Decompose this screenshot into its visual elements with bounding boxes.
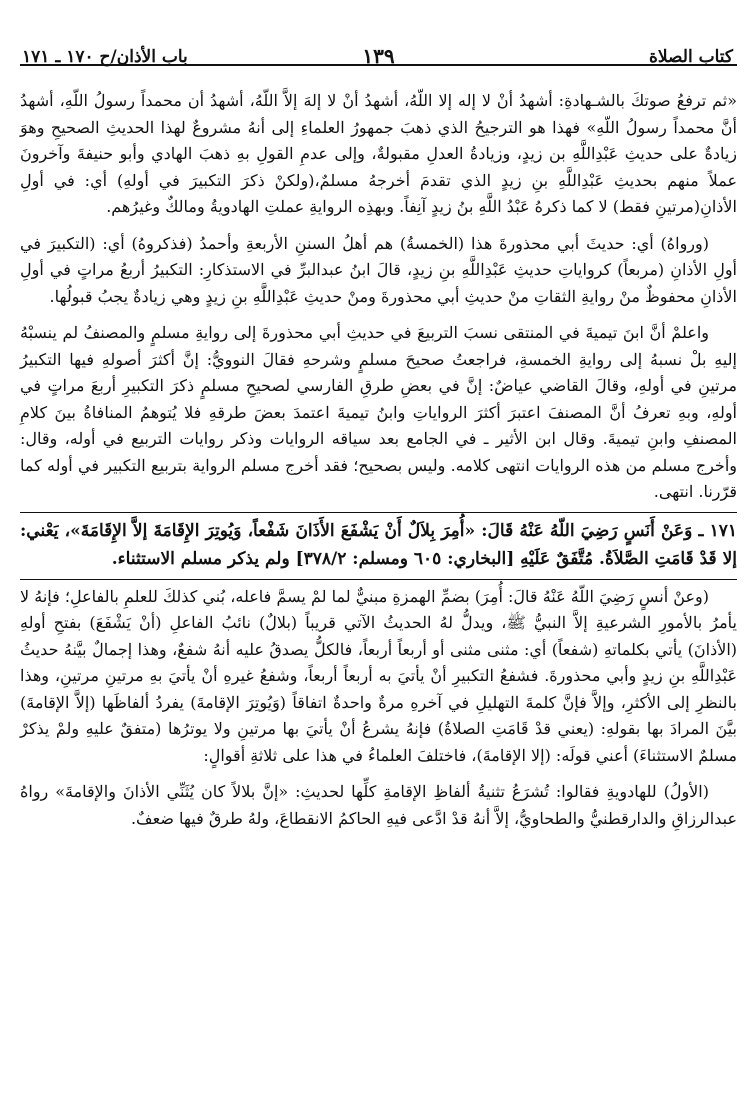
paragraph: «ثم ترفعُ صوتكَ بالشـهادةِ: أشهدُ أنْ لا إله إلا اللّهُ، أشهدُ أنْ لا إلهَ إلاَّ اللّهُ، أشهدُ أن محمداً رسولُ اللّهِ، أشهدُ أنَّ محمداً رسولُ اللّهِ» فهذا هو الترجيحُ الذي ذهبَ جمهورُ العلماءِ إلى أنهُ مشروعٌ لهذا الحديثِ الصحيحِ وهوَ زيادةٌ على حديثِ عَبْدِاللَّهِ بن زيدٍ، وزيادةُ العدلِ مقبولةٌ، وإلى عدمِ القولِ بهِ ذهبَ الهادي وأبو حنيفةَ وآخرونَ عملاً منهم بحديثِ عَبْدِاللَّهِ بنِ زيدٍ الذي تقدمَ أخرجهُ مسلمٌ،(ولكنْ ذكرَ التكبيرَ في أولهِ) أي: في أولِ الأذانِ(مرتينِ فقط) لا كما ذكرهُ عَبْدُ اللَّهِ بنُ زيدٍ آنِفاً. وبهذِه الروايةِ عملتِ الهادويةُ ومالكٌ وغيرُهم. (20, 91, 738, 216)
chapter-title: باب الأذان/ح ١٧٠ ـ ١٧١ (22, 47, 188, 67)
page-number: ١٣٩ (362, 44, 395, 68)
commentary-paragraph: (وعنْ أنسٍ رَضِيَ اللّهُ عَنْهُ قالَ: أُمِرَ) بضمِّ الهمزةِ مبنيٌّ لما لمْ يسمَّ فاعله، بُني كذلكَ للعلمِ بالفاعلِ؛ فإنهُ لا يأمرُ بالأمورِ الشرعيةِ إلاَّ النبيُّ ﷺ، ويدلُّ لهُ الحديثُ الآتي قريباً (بلالٌ) نائبُ الفاعلِ (أنْ يَشْفَعَ) بفتحِ أولهِ (الأذانَ) يأتي بكلماتهِ (شفعاً) أي: مثنى مثنى أو أربعاً أربعاً، فالكلُّ يصدقُ عليه أنهُ شفعٌ، وهذا إجمالٌ بيَّنهُ حديثُ عَبْدِاللَّهِ بنِ زيدٍ وأبي محذورةَ. فشفعُ التكبيرِ أنْ يأتيَ به أربعاً أربعاً، وشفعُ غيرهِ أنْ يأتيَ بهِ مرتينِ مرتينِ، وهذا بالنظرِ إلى الأكثرِ، وإلاَّ فإنَّ كلمةَ التهليلِ في آخرهِ مرةٌ واحدةٌ اتفاقاً (وَيُوتِرَ الإقامةَ) يفردُ ألفاظَها (إلاَّ الإقامةَ) بيَّنَ المرادَ بها بقولهِ: (يعني قدْ قَامَتِ الصلاةُ) فإنهُ يشرعُ أنْ يأتيَ بها مرتينِ ولا يوترُها (متفقٌ عليهِ ولمْ يذكرْ مسلمٌ الاستثناءَ) أعني قولَه: (إلا الإقامةَ)، فاختلفَ العلماءُ في هذا على ثلاثةِ أقوالٍ: (20, 586, 737, 765)
page-header (20, 0, 737, 66)
divider (20, 512, 737, 513)
book-title: كتاب الصلاة (648, 47, 733, 67)
hadith-text: ١٧١ ـ وَعَنْ أَنَسٍ رَضِيَ اللّهُ عَنْهُ قَالَ: «أُمِرَ بِلاَلٌ أَنْ يَشْفَعَ الأَذَانَ شَفْعاً، وَيُوتِرَ الإِقَامَةَ إلاَّ الإِقَامَةَ»، يَعْني: إلا قَدْ قَامَتِ الصَّلاَةُ. مُتَّفَقٌ عَلَيْهِ [البخاري: ٦٠٥ ومسلم: ٣٧٨/٢] ولم يذكر مسلم الاستثناء. (20, 520, 737, 569)
commentary-paragraph: (الأولُ) للهادويةِ فقالوا: تُشرَعُ تثنيةُ ألفاظِ الإقامةِ كلِّها لحديثِ: «إنَّ بلالاً كان يُثَنِّي الأذانَ والإقامةَ» رواهُ عبدالرزاقِ والدارقطنيُّ والطحاويُّ، إلاَّ أنهُ قدْ ادَّعى فيهِ الحاكمُ الانقطاعَ، ولهُ طرقٌ فيها ضعفٌ. (20, 782, 737, 828)
paragraph: (ورواهُ) أي: حديثَ أبي محذورةَ هذا (الخمسةُ) هم أهلُ السننِ الأربعةِ وأحمدُ (فذكروهُ) أي: (التكبيرَ في أولِ الأذانِ (مربعاً) كرواياتِ حديثِ عَبْدِاللَّهِ بنِ زيدٍ، قالَ ابنُ عبدالبرِّ في الاستذكارِ: التكبيرُ أربعُ مراتٍ في أولِ الأذانِ محفوظٌ منْ روايةِ الثقاتِ منْ حديثِ أبي محذورةَ ومنْ حديثِ عَبْدِاللَّهِ بنِ زيدٍ وهي زيادةٌ يجبُ قبولُها. (20, 233, 737, 306)
paragraph: واعلمْ أنَّ ابنَ تيميةَ في المنتقى نسبَ التربيعَ في حديثِ أبي محذورةَ إلى روايةِ مسلمٍ والمصنفُ لم ينسبْهُ إليهِ بلْ نسبهُ إلى روايةِ الخمسةِ، فراجعتُ صحيحَ مسلمٍ وشرحهِ فقالَ النوويُّ: إنَّ أكثرَ أصولهِ فيها التكبيرُ مرتينِ في أولهِ، وقالَ القاضي عياضٌ: إنَّ في بعضِ طرقِ الفارسي لصحيحِ مسلمٍ ذكرَ التكبيرِ أربعَ مراتٍ في أولهِ، وبهِ تعرفُ أنَّ المصنفَ اعتبرَ أكثرَ الرواياتِ وابنُ تيميةَ اعتمدَ بعضَ طرقهِ فلا يُتوهمُ المنافاةُ بينَ كلامِ المصنفِ وابنِ تيميةَ. وقال ابن الأثير ـ في الجامع بعد سياقه الروايات وذكر روايات التربيع في أوله، وقال: وأخرج مسلم من هذه الروايات انتهى كلامه. وليس بصحيح؛ فقد أخرج مسلم الرواية بتربيع التكبير في أوله كما قرّرنا. انتهى. (20, 323, 737, 501)
page-body (20, 66, 737, 832)
divider (20, 579, 737, 580)
